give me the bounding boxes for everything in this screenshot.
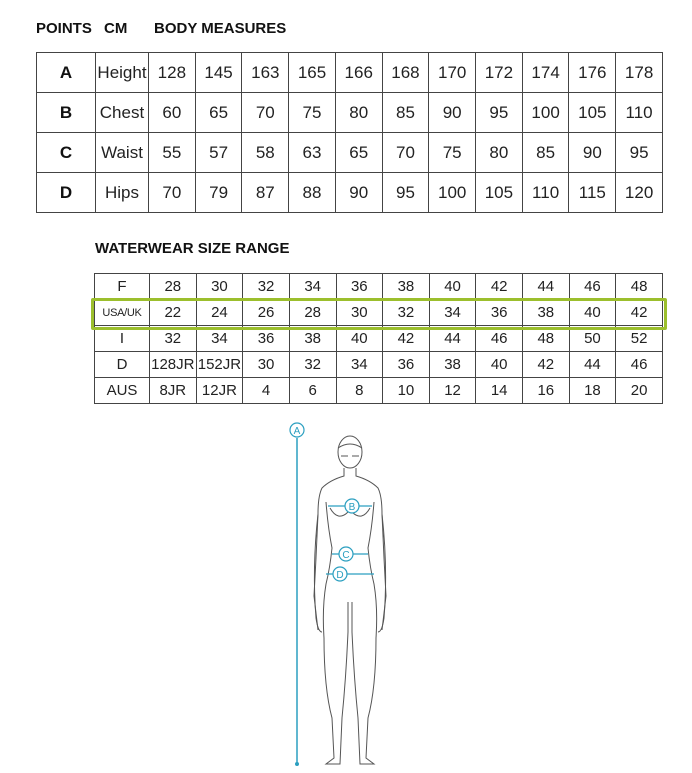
measure-value: 63 bbox=[289, 133, 336, 173]
measure-value: 145 bbox=[195, 53, 242, 93]
points-header: POINTS bbox=[36, 20, 92, 37]
measure-value: 165 bbox=[289, 53, 336, 93]
size-system-label: F bbox=[95, 274, 150, 300]
body-measure-row bbox=[37, 173, 663, 213]
marker-c-label: C bbox=[342, 550, 350, 561]
measure-label: Hips bbox=[96, 173, 149, 213]
size-value: 38 bbox=[429, 352, 476, 378]
measure-value: 115 bbox=[569, 173, 616, 213]
size-value: 18 bbox=[569, 378, 616, 404]
measure-value: 85 bbox=[382, 93, 429, 133]
body-measure-row bbox=[37, 93, 663, 133]
measure-value: 55 bbox=[149, 133, 196, 173]
size-value: 48 bbox=[523, 326, 570, 352]
waterwear-size-table bbox=[94, 273, 663, 404]
size-value: 42 bbox=[523, 352, 570, 378]
size-value: 44 bbox=[569, 352, 616, 378]
measure-value: 60 bbox=[149, 93, 196, 133]
size-value: 38 bbox=[523, 300, 570, 326]
size-system-label: AUS bbox=[95, 378, 150, 404]
measure-value: 174 bbox=[522, 53, 569, 93]
size-value: 32 bbox=[150, 326, 197, 352]
measure-value: 100 bbox=[429, 173, 476, 213]
size-value: 36 bbox=[476, 300, 523, 326]
marker-c-icon bbox=[339, 547, 353, 561]
size-value: 26 bbox=[243, 300, 290, 326]
size-value: 32 bbox=[383, 300, 430, 326]
measure-value: 65 bbox=[335, 133, 382, 173]
measure-value: 163 bbox=[242, 53, 289, 93]
point-label: A bbox=[37, 53, 96, 93]
measure-value: 58 bbox=[242, 133, 289, 173]
marker-a-icon bbox=[290, 423, 304, 437]
measure-value: 85 bbox=[522, 133, 569, 173]
size-row bbox=[95, 326, 663, 352]
body-measure-row bbox=[37, 53, 663, 93]
measure-value: 80 bbox=[335, 93, 382, 133]
size-system-label: I bbox=[95, 326, 150, 352]
measure-value: 79 bbox=[195, 173, 242, 213]
size-value: 50 bbox=[569, 326, 616, 352]
measure-value: 70 bbox=[382, 133, 429, 173]
measure-value: 100 bbox=[522, 93, 569, 133]
size-value: 22 bbox=[150, 300, 197, 326]
measure-value: 176 bbox=[569, 53, 616, 93]
size-value: 38 bbox=[383, 274, 430, 300]
measure-value: 166 bbox=[335, 53, 382, 93]
measure-value: 57 bbox=[195, 133, 242, 173]
size-value: 32 bbox=[243, 274, 290, 300]
marker-b-label: B bbox=[348, 502, 356, 513]
size-value: 16 bbox=[523, 378, 570, 404]
size-value: 128JR bbox=[150, 352, 197, 378]
measure-value: 75 bbox=[429, 133, 476, 173]
measure-value: 95 bbox=[616, 133, 663, 173]
size-value: 36 bbox=[243, 326, 290, 352]
size-value: 44 bbox=[523, 274, 570, 300]
size-value: 24 bbox=[196, 300, 243, 326]
marker-a-label: A bbox=[293, 426, 301, 437]
size-value: 14 bbox=[476, 378, 523, 404]
measure-value: 90 bbox=[429, 93, 476, 133]
measure-value: 90 bbox=[569, 133, 616, 173]
size-value: 44 bbox=[429, 326, 476, 352]
body-measures-table bbox=[36, 52, 663, 213]
body-measures-header: BODY MEASURES bbox=[154, 20, 287, 37]
size-value: 8JR bbox=[150, 378, 197, 404]
marker-b-icon bbox=[345, 499, 359, 513]
size-value: 36 bbox=[383, 352, 430, 378]
size-value: 34 bbox=[289, 274, 336, 300]
size-value: 48 bbox=[616, 274, 663, 300]
size-value: 40 bbox=[429, 274, 476, 300]
measure-value: 110 bbox=[522, 173, 569, 213]
size-value: 40 bbox=[569, 300, 616, 326]
size-row bbox=[95, 378, 663, 404]
measure-value: 172 bbox=[476, 53, 523, 93]
size-value: 12JR bbox=[196, 378, 243, 404]
size-value: 152JR bbox=[196, 352, 243, 378]
size-value: 42 bbox=[616, 300, 663, 326]
marker-d-label: D bbox=[336, 570, 344, 581]
point-label: B bbox=[37, 93, 96, 133]
size-value: 6 bbox=[289, 378, 336, 404]
size-value: 46 bbox=[569, 274, 616, 300]
size-value: 12 bbox=[429, 378, 476, 404]
size-value: 36 bbox=[336, 274, 383, 300]
measure-value: 168 bbox=[382, 53, 429, 93]
size-system-label: USA/UK bbox=[95, 300, 150, 326]
size-row bbox=[95, 300, 663, 326]
size-value: 8 bbox=[336, 378, 383, 404]
measure-value: 70 bbox=[149, 173, 196, 213]
measure-value: 80 bbox=[476, 133, 523, 173]
swimmer-body-icon bbox=[314, 436, 386, 764]
size-value: 46 bbox=[616, 352, 663, 378]
measure-value: 128 bbox=[149, 53, 196, 93]
measure-value: 90 bbox=[335, 173, 382, 213]
measure-label: Waist bbox=[96, 133, 149, 173]
size-value: 30 bbox=[196, 274, 243, 300]
measure-value: 95 bbox=[476, 93, 523, 133]
measure-value: 105 bbox=[476, 173, 523, 213]
size-value: 28 bbox=[289, 300, 336, 326]
size-value: 34 bbox=[196, 326, 243, 352]
measure-label: Chest bbox=[96, 93, 149, 133]
marker-d-icon bbox=[333, 567, 347, 581]
measure-value: 110 bbox=[616, 93, 663, 133]
size-row bbox=[95, 352, 663, 378]
size-value: 40 bbox=[476, 352, 523, 378]
measure-value: 75 bbox=[289, 93, 336, 133]
measure-value: 87 bbox=[242, 173, 289, 213]
point-label: D bbox=[37, 173, 96, 213]
size-row bbox=[95, 274, 663, 300]
size-value: 40 bbox=[336, 326, 383, 352]
size-value: 4 bbox=[243, 378, 290, 404]
cm-header: CM bbox=[104, 20, 128, 37]
measure-value: 105 bbox=[569, 93, 616, 133]
size-value: 30 bbox=[336, 300, 383, 326]
point-label: C bbox=[37, 133, 96, 173]
size-value: 42 bbox=[476, 274, 523, 300]
measure-value: 88 bbox=[289, 173, 336, 213]
measure-value: 178 bbox=[616, 53, 663, 93]
measure-value: 70 bbox=[242, 93, 289, 133]
size-value: 20 bbox=[616, 378, 663, 404]
size-value: 42 bbox=[383, 326, 430, 352]
size-value: 46 bbox=[476, 326, 523, 352]
size-value: 28 bbox=[150, 274, 197, 300]
waterwear-size-range-title: WATERWEAR SIZE RANGE bbox=[95, 240, 290, 257]
size-value: 30 bbox=[243, 352, 290, 378]
body-measure-row bbox=[37, 133, 663, 173]
size-value: 32 bbox=[289, 352, 336, 378]
size-value: 52 bbox=[616, 326, 663, 352]
size-value: 10 bbox=[383, 378, 430, 404]
size-system-label: D bbox=[95, 352, 150, 378]
body-figure-diagram bbox=[280, 418, 420, 770]
size-value: 34 bbox=[336, 352, 383, 378]
measure-value: 170 bbox=[429, 53, 476, 93]
measure-value: 120 bbox=[616, 173, 663, 213]
size-value: 34 bbox=[429, 300, 476, 326]
measure-value: 65 bbox=[195, 93, 242, 133]
measure-label: Height bbox=[96, 53, 149, 93]
measure-value: 95 bbox=[382, 173, 429, 213]
size-value: 38 bbox=[289, 326, 336, 352]
